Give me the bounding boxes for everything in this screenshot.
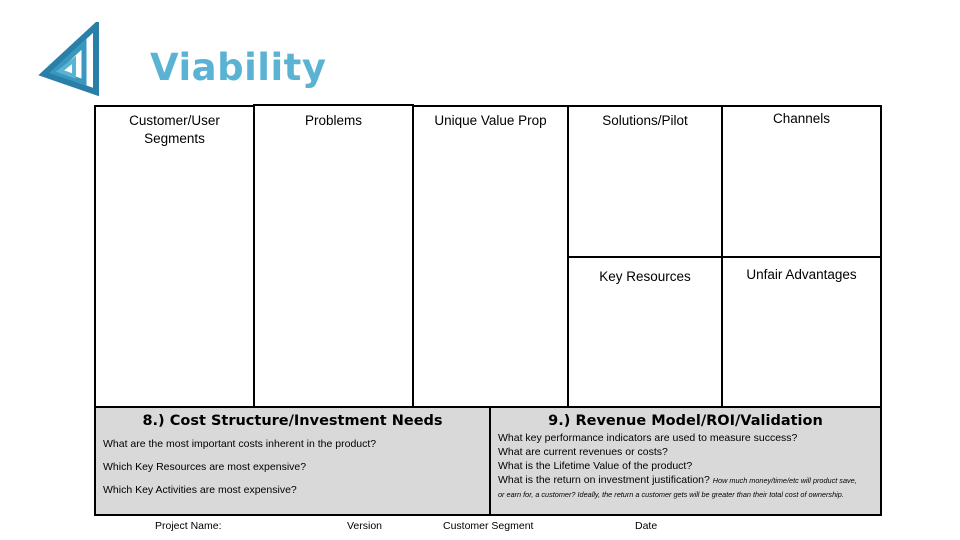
version-label: Version <box>347 520 383 532</box>
problems-label: Problems <box>304 113 363 128</box>
customer-segments-box[interactable] <box>94 105 255 408</box>
unique-value-prop-box[interactable] <box>412 105 569 408</box>
revenue-model-title: 9.) Revenue Model/ROI/Validation <box>548 413 823 429</box>
roi-question-text: What is the return on investment justification? <box>498 474 710 486</box>
project-name-label: Project Name: <box>155 520 222 532</box>
solutions-pilot-box[interactable] <box>567 105 723 258</box>
cost-question: Which Key Resources are most expensive? <box>103 461 307 473</box>
cost-question: What are the most important costs inherent in the product? <box>103 438 377 450</box>
unfair-advantages-box[interactable] <box>721 256 882 408</box>
channels-label: Channels <box>772 111 831 126</box>
problems-box[interactable] <box>253 104 414 408</box>
customer-segments-label: Customer/User Segments <box>129 113 220 146</box>
triangle-logo-icon <box>38 22 102 98</box>
key-resources-label: Key Resources <box>599 269 691 284</box>
revenue-question: What is the Lifetime Value of the product? <box>498 460 693 472</box>
revenue-question-roi <box>498 473 862 501</box>
revenue-question: What key performance indicators are used to measure success? <box>498 432 798 444</box>
unfair-advantages-label: Unfair Advantages <box>746 267 857 282</box>
cost-structure-title: 8.) Cost Structure/Investment Needs <box>142 413 443 429</box>
customer-segment-label: Customer Segment <box>443 520 534 532</box>
cost-structure-section[interactable] <box>94 406 491 516</box>
channels-box[interactable] <box>721 105 882 258</box>
revenue-question: What are current revenues or costs? <box>498 446 668 458</box>
solutions-pilot-label: Solutions/Pilot <box>602 113 688 128</box>
page-title: Viability <box>150 46 327 89</box>
key-resources-box[interactable] <box>567 256 723 408</box>
date-label: Date <box>635 520 658 532</box>
cost-question: Which Key Activities are most expensive? <box>103 484 297 496</box>
revenue-model-section[interactable] <box>489 406 882 516</box>
unique-value-prop-label: Unique Value Prop <box>434 113 547 128</box>
roi-note: How much money/time/etc will product save, or earn for, a customer? Ideally, the return a customer gets will be greater than their total cost of ownership. <box>498 476 857 499</box>
